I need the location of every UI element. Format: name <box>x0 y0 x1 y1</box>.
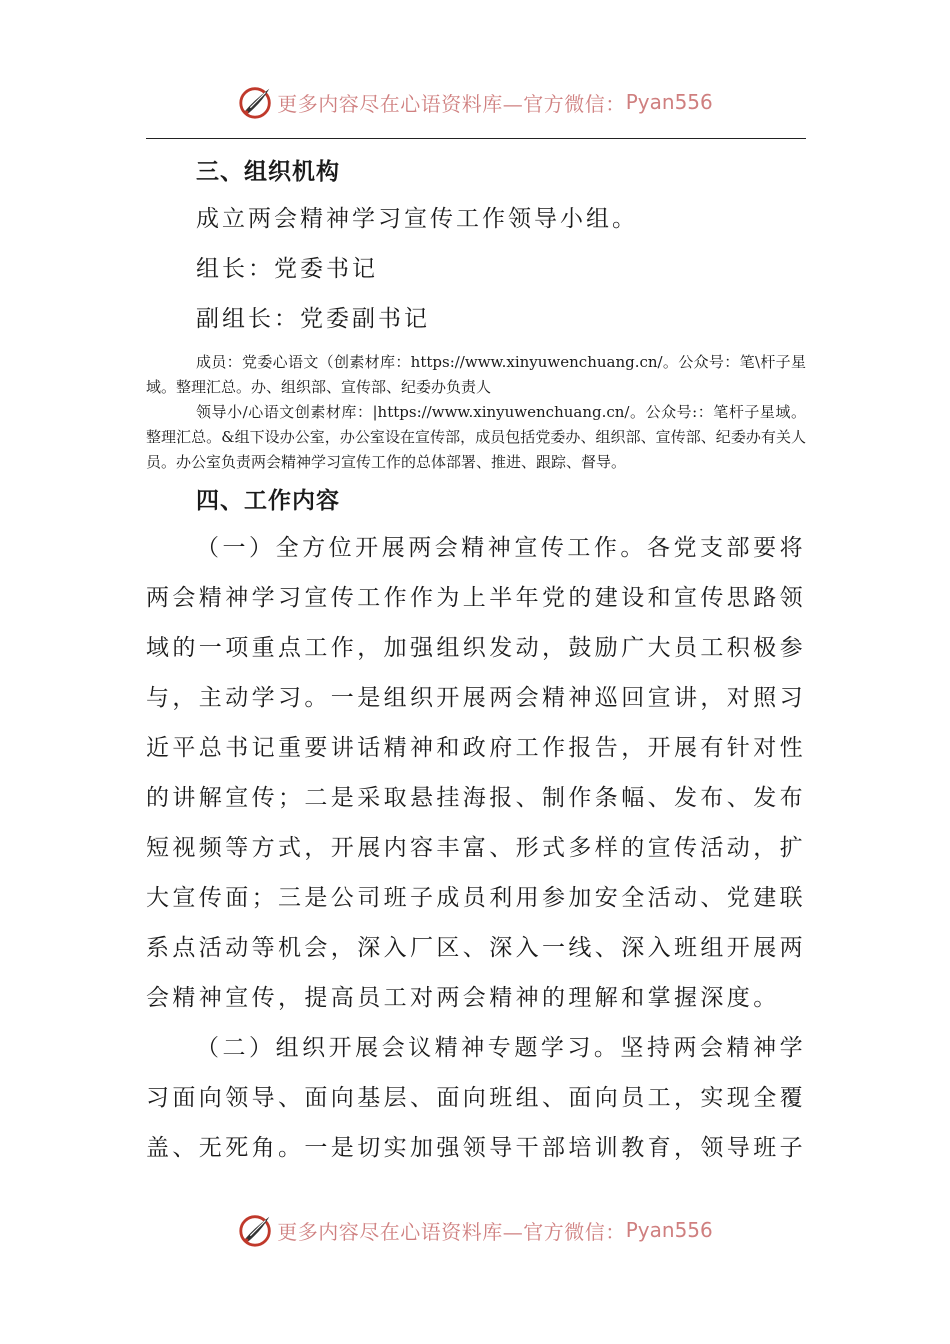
header-watermark-banner <box>0 80 950 124</box>
banner-text: 更多内容尽在心语资料库—官方微信： <box>277 1219 626 1244</box>
work-paragraph-2: （二）组织开展会议精神专题学习。坚持两会精神学习面向领导、面向基层、面向班组、面向员工，实现全覆盖、无死角。一是切实加强领导干部培训教育，领导班子 <box>146 1035 806 1161</box>
quill-logo-icon <box>237 1211 275 1249</box>
org-line-leading-group: 成立两会精神学习宣传工作领导小组。 <box>196 206 638 232</box>
members-paragraph: 成员：党委心语文（创素材库：https://www.xinyuwenchuang.cn/。公众号：笔\杆子星域。整理汇总。办、组织部、宣传部、纪委办负责人 <box>146 353 806 396</box>
banner-text: 更多内容尽在心语资料库—官方微信： <box>277 91 626 116</box>
org-line-group-leader: 组长：党委书记 <box>196 256 378 282</box>
banner-handle: Pyan556 <box>625 90 713 114</box>
footer-watermark-banner <box>0 1208 950 1252</box>
banner-handle: Pyan556 <box>625 1218 713 1242</box>
header-divider <box>146 138 806 139</box>
office-paragraph: 领导小/心语文创素材库：|https://www.xinyuwenchuang.cn/。公众号:：笔杆子星域。整理汇总。&组下设办公室，办公室设在宣传部，成员包括党委办、组织部、宣传部、纪委办有关人员。办公室负责两会精神学习宣传工作的总体部署、推进、跟踪、督导。 <box>146 403 806 471</box>
quill-logo-icon <box>237 83 275 121</box>
work-paragraph-1: （一）全方位开展两会精神宣传工作。各党支部要将两会精神学习宣传工作作为上半年党的建设和宣传思路领域的一项重点工作，加强组织发动，鼓励广大员工积极参与，主动学习。一是组织开展两会精神巡回宣讲，对照习近平总书记重要讲话精神和政府工作报告，开展有针对性的讲解宣传；二是采取悬挂海报、制作条幅、发布、发布短视频等方式，开展内容丰富、形式多样的宣传活动，扩大宣传面；三是公司班子成员利用参加安全活动、党建联系点活动等机会，深入厂区、深入一线、深入班组开展两会精神宣传，提高员工对两会精神的理解和掌握深度。 <box>146 535 806 1011</box>
document-body <box>146 150 806 1173</box>
section-heading-organization: 三、组织机构 <box>196 159 340 185</box>
org-line-deputy-leader: 副组长：党委副书记 <box>196 306 430 332</box>
section-heading-work-content: 四、工作内容 <box>196 488 340 514</box>
